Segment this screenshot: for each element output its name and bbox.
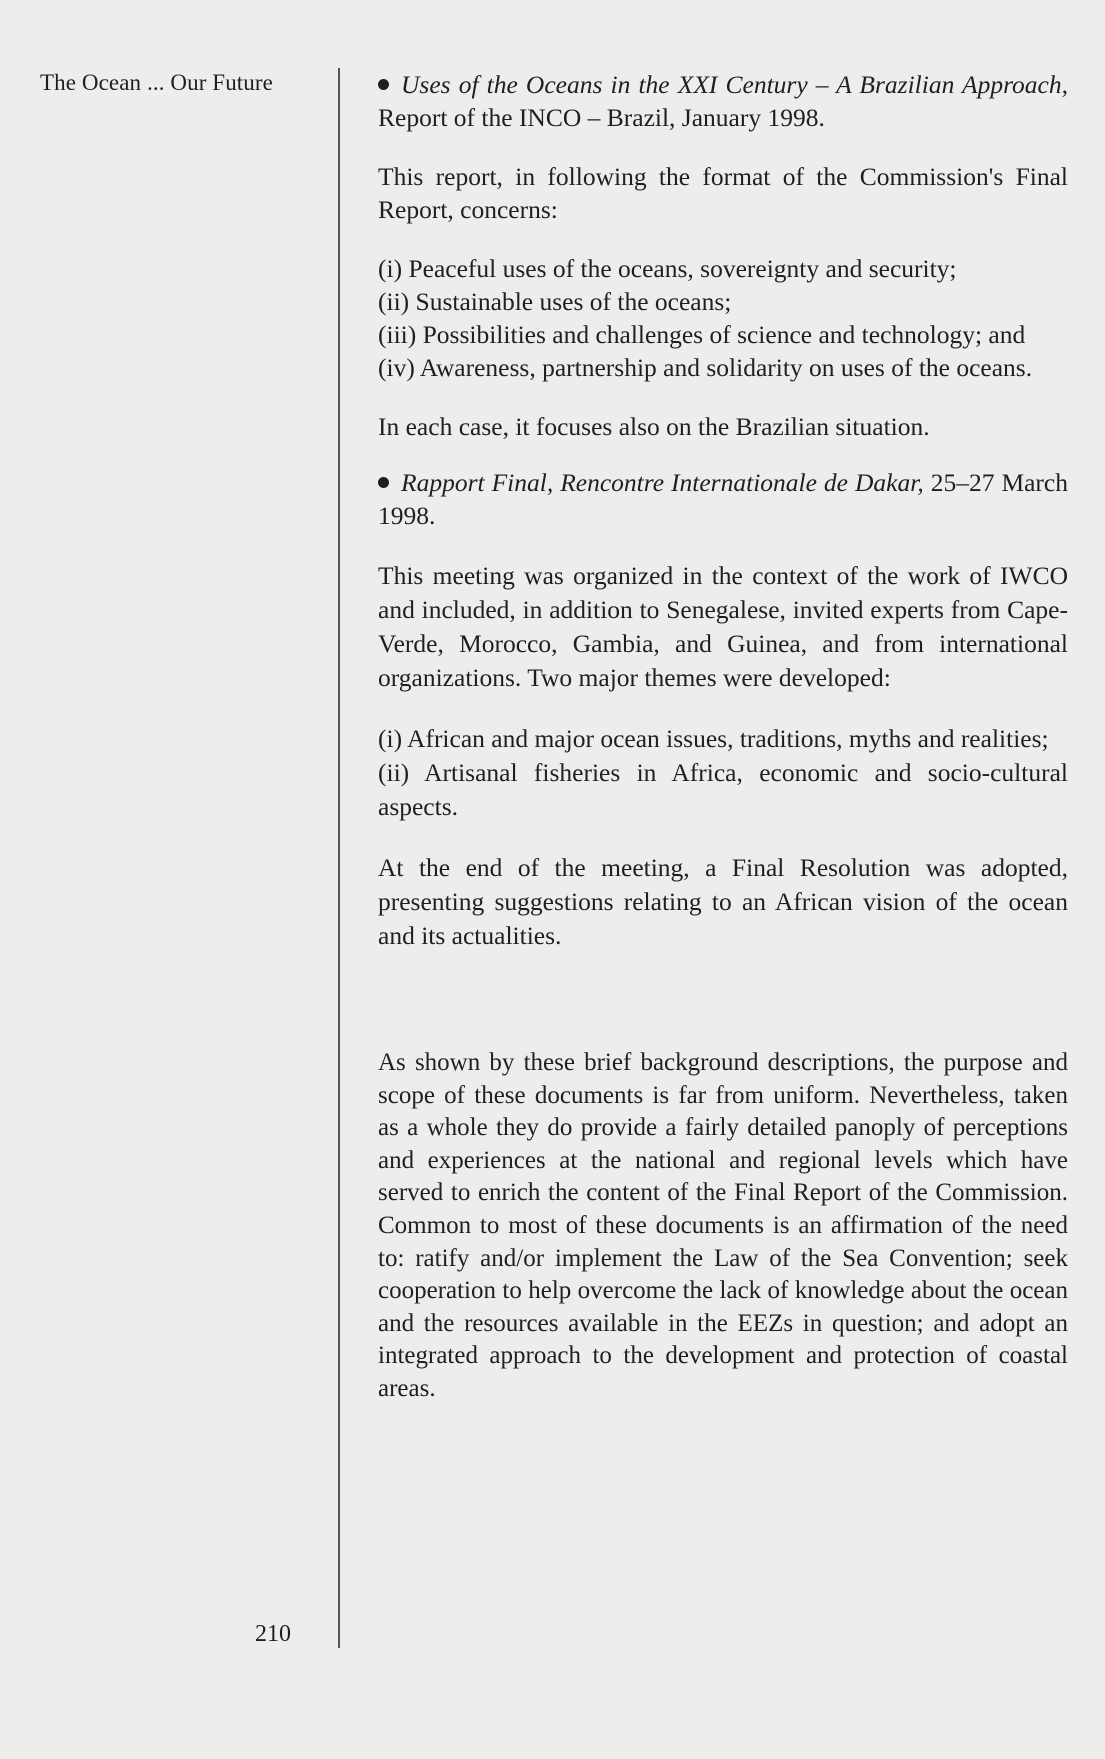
- entry-2-intro: This meeting was organized in the context of the work of IWCO and included, in addition to Senegalese, invited experts from Cape-Verde, Morocco, Gambia, and Guinea, and from international organizations. Two major themes were developed:: [378, 561, 1068, 692]
- entry-2-title: Rapport Final, Rencontre Internationale de Dakar,: [401, 468, 924, 497]
- entry-1-title: Uses of the Oceans in the XXI Century – A Brazilian Approach,: [401, 70, 1068, 99]
- list-item: (iii) Possibilities and challenges of science and technology; and: [378, 320, 1026, 349]
- list-item: (i) Peaceful uses of the oceans, sovereignty and security;: [378, 254, 957, 283]
- list-item: (i) African and major ocean issues, traditions, myths and realities;: [378, 724, 1049, 753]
- page-number: 210: [255, 1621, 291, 1647]
- list-item: (ii) Sustainable uses of the oceans;: [378, 287, 732, 316]
- bullet-icon: [378, 477, 389, 488]
- entry-1-intro: This report, in following the format of the Commission's Final Report, concerns:: [378, 162, 1068, 224]
- bullet-icon: [378, 79, 389, 90]
- entry-2-list: [378, 722, 1068, 824]
- running-head: The Ocean ... Our Future: [40, 70, 273, 95]
- entry-2-citation: [378, 466, 1068, 532]
- vertical-divider: [338, 68, 340, 1648]
- main-text-column: [378, 68, 1068, 1431]
- entry-1-citation: [378, 68, 1068, 134]
- entry-1-closing: In each case, it focuses also on the Brazilian situation.: [378, 412, 930, 441]
- list-item: (iv) Awareness, partnership and solidarity on uses of the oceans.: [378, 353, 1033, 382]
- list-item: (ii) Artisanal fisheries in Africa, economic and socio-cultural aspects.: [378, 758, 1068, 821]
- entry-2-closing: At the end of the meeting, a Final Resolution was adopted, presenting suggestions relating to an African vision of the ocean and its actualities.: [378, 853, 1068, 950]
- entry-2-source: 25–27 March 1998.: [378, 468, 1068, 530]
- concluding-paragraph: As shown by these brief background descriptions, the purpose and scope of these documents is far from uniform. Nevertheless, taken as a whole they do provide a fairly detailed panoply of perceptions and experiences at the national and regional levels which have served to enrich the content of the Final Report of the Commission. Common to most of these documents is an affirmation of the need to: ratify and/or implement the Law of the Sea Convention; seek cooperation to help overcome the lack of knowledge about the ocean and the resources available in the EEZs in question; and adopt an integrated approach to the development and protection of coastal areas.: [378, 1049, 1068, 1402]
- entry-1-source: Report of the INCO – Brazil, January 1998.: [378, 103, 825, 132]
- entry-1-list: [378, 252, 1068, 384]
